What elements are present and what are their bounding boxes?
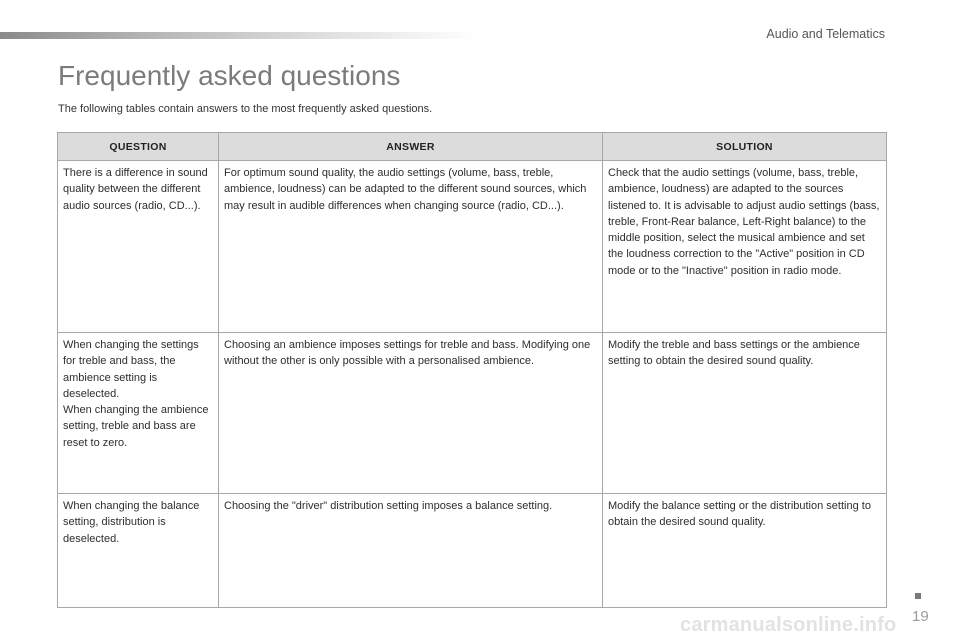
table-row [58,494,887,608]
intro-text: The following tables contain answers to the most frequently asked questions. [58,103,433,115]
solution-cell: Check that the audio settings (volume, bass, treble, ambience, loudness) are adapted to the sources listened to. It is advisable to adjust audio settings (bass, treble, Front-Rear balance, Left-Right balance) to the middle position, select the musical ambience and set the loudness correction to the "Active" position in CD mode or to the "Inactive" position in radio mode. [603,161,887,333]
page-number: 19 [912,608,929,625]
question-cell: When changing the settings for treble and bass, the ambience setting is deselected. When changing the ambience setting, treble and bass are reset to zero. [58,333,219,494]
header-answer: ANSWER [219,133,603,161]
answer-cell: Choosing an ambience imposes settings for treble and bass. Modifying one without the other is only possible with a personalised ambience. [219,333,603,494]
solution-cell: Modify the treble and bass settings or the ambience setting to obtain the desired sound quality. [603,333,887,494]
header-decorative-bar [0,32,480,39]
table-header-row [58,133,887,161]
page-marker [915,593,921,599]
table-row [58,333,887,494]
header-question: QUESTION [58,133,219,161]
page-title: Frequently asked questions [58,60,401,91]
section-title: Audio and Telematics [766,27,885,41]
faq-table [57,132,887,608]
answer-cell: For optimum sound quality, the audio settings (volume, bass, treble, ambience, loudness) can be adapted to the different sound sources, which may result in audible differences when changing source (radio, CD...). [219,161,603,333]
watermark: carmanualsonline.info [680,614,897,636]
solution-cell: Modify the balance setting or the distribution setting to obtain the desired sound quality. [603,494,887,608]
header-solution: SOLUTION [603,133,887,161]
question-cell: There is a difference in sound quality between the different audio sources (radio, CD...). [58,161,219,333]
answer-cell: Choosing the "driver" distribution setting imposes a balance setting. [219,494,603,608]
question-cell: When changing the balance setting, distribution is deselected. [58,494,219,608]
table-row [58,161,887,333]
